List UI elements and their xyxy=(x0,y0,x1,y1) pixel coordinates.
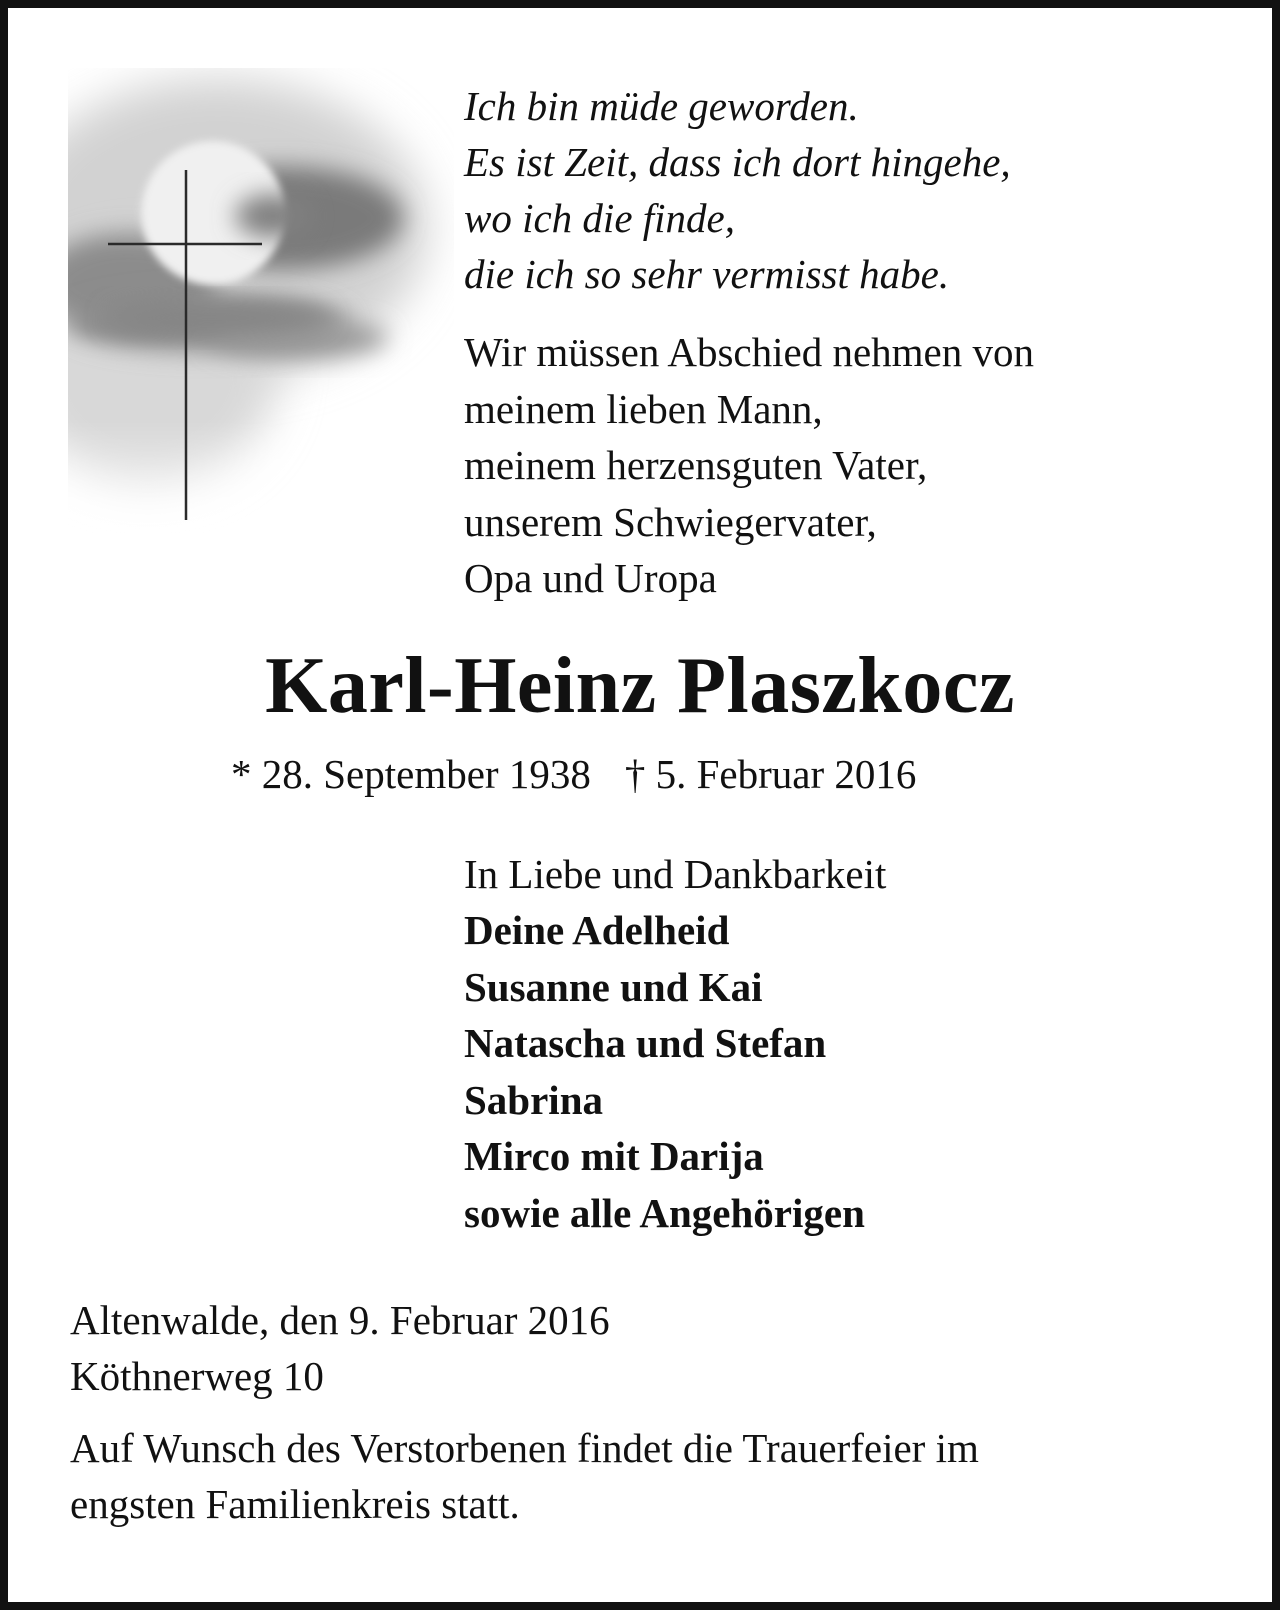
deceased-name: Karl-Heinz Plaszkocz xyxy=(265,642,1015,730)
place-date: Altenwalde, den 9. Februar 2016 xyxy=(70,1297,610,1343)
intro-line: meinem herzensguten Vater, xyxy=(464,442,928,488)
funeral-notice xyxy=(70,1420,1230,1532)
life-dates xyxy=(231,748,916,800)
signer: Mirco mit Darija xyxy=(464,1133,764,1179)
intro-line: unserem Schwiegervater, xyxy=(464,498,877,545)
intro-line: Opa und Uropa xyxy=(464,555,717,601)
place-and-address xyxy=(70,1292,610,1404)
intro-line: meinem lieben Mann, xyxy=(464,385,823,432)
death-date: † 5. Februar 2016 xyxy=(624,751,917,797)
signer: Sabrina xyxy=(464,1076,603,1123)
intro-line: Wir müssen Abschied nehmen von xyxy=(464,329,1034,375)
signer: Natascha und Stefan xyxy=(464,1020,827,1066)
signer: Deine Adelheid xyxy=(464,907,730,953)
signer: sowie alle Angehörigen xyxy=(464,1189,865,1236)
notice-line: Auf Wunsch des Verstorbenen findet die Trauerfeier im xyxy=(70,1425,979,1471)
cross-moon-icon xyxy=(68,68,454,558)
notice-line: engsten Familienkreis statt. xyxy=(70,1481,520,1527)
cross-moon-image xyxy=(68,68,454,558)
poem xyxy=(464,78,1224,302)
birth-date: * 28. September 1938 xyxy=(231,751,591,797)
farewell-intro xyxy=(464,324,1224,607)
address: Köthnerweg 10 xyxy=(70,1353,324,1399)
poem-line: Es ist Zeit, dass ich dort hingehe, xyxy=(464,139,1011,185)
closing-phrase: In Liebe und Dankbarkeit xyxy=(464,851,887,897)
poem-line: die ich so sehr vermisst habe. xyxy=(464,251,950,297)
poem-line: Ich bin müde geworden. xyxy=(464,83,859,129)
signer: Susanne und Kai xyxy=(464,963,763,1010)
signers-list xyxy=(464,902,865,1241)
poem-line: wo ich die finde, xyxy=(464,195,736,241)
